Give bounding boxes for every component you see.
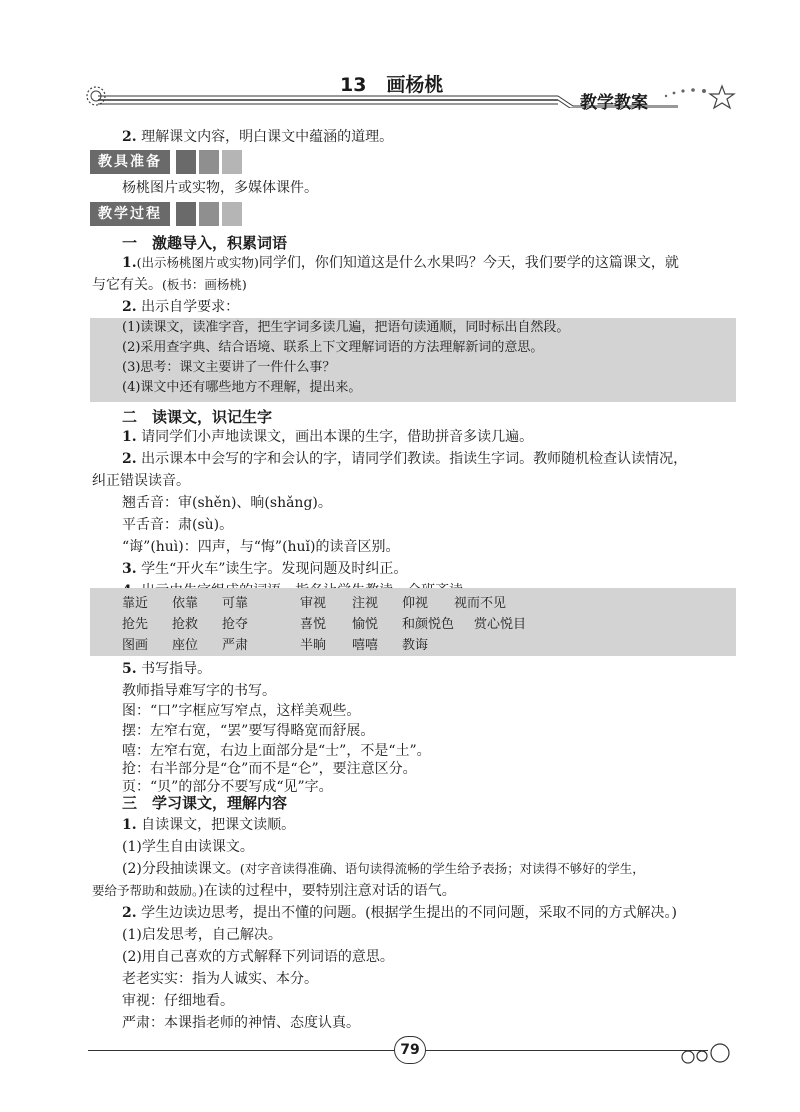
tag-block — [176, 202, 196, 226]
vocab-word: 喜悦 — [300, 617, 327, 632]
part3-heading: 三 学习课文，理解内容 — [122, 794, 288, 812]
tools-text: 杨桃图片或实物，多媒体课件。 — [122, 180, 318, 196]
vocab-word: 教诲 — [402, 638, 429, 653]
part2-line: 抢：右半部分是“仓”而不是“仑”，要注意区分。 — [122, 761, 417, 777]
vocab-word: 依靠 — [172, 596, 199, 611]
section-tag-label: 教学过程 — [90, 202, 170, 226]
vocab-word: 图画 — [122, 638, 149, 653]
self-study-box — [90, 318, 736, 402]
vocab-word: 半晌 — [300, 638, 327, 653]
part3-line: (2)分段抽读课文。(对字音读得准确、语句读得流畅的学生给予表扬；对读得不够好的学生， — [122, 861, 645, 877]
section-tag-label: 教具准备 — [90, 150, 170, 174]
vocab-word: 可靠 — [222, 596, 249, 611]
part2-line: 嘻：左窄右宽，右边上面部分是“士”，不是“土”。 — [122, 743, 431, 759]
vocab-word: 视而不见 — [454, 596, 507, 611]
part3-line: 要给予帮助和鼓励。)在读的过程中，要特别注意对话的语气。 — [92, 883, 456, 899]
part1-heading: 一 激趣导入，积累词语 — [122, 234, 288, 252]
lesson-name: 画杨桃 — [386, 74, 444, 96]
vocab-word: 严肃 — [222, 638, 249, 653]
vocab-word: 座位 — [172, 638, 199, 653]
box-item: (2)采用查字典、结合语境、联系上下文理解词语的方法理解新词的意思。 — [122, 340, 544, 355]
part2-heading: 二 读课文，识记生字 — [122, 408, 273, 426]
part2-line: 平舌音：肃(sù)。 — [122, 517, 234, 533]
vocab-word: 和颜悦色 — [402, 617, 455, 632]
part2-line: 1. 请同学们小声地读课文，画出本课的生字，借助拼音多读几遍。 — [122, 429, 534, 445]
part2-line: 2. 出示课本中会写的字和会认的字，请同学们教读。指读生字词。教师随机检查认读情况， — [122, 451, 688, 467]
header-label: 教学教案 — [580, 93, 648, 113]
vocab-word: 仰视 — [402, 596, 429, 611]
part3-line: 老老实实：指为人诚实、本分。 — [122, 971, 318, 987]
part2-line: 页：“贝”的部分不要写成“见”字。 — [122, 779, 333, 795]
vocab-box — [90, 588, 736, 656]
box-item: (4)课文中还有哪些地方不理解，提出来。 — [122, 380, 362, 395]
page-number: 79 — [394, 1036, 426, 1064]
part3-line: 2. 学生边读边思考，提出不懂的问题。(根据学生提出的不同问题，采取不同的方式解决。) — [122, 905, 677, 921]
part2-line: 教师指导难写字的书写。 — [122, 683, 276, 699]
section-tag-process — [90, 202, 242, 226]
star-icon — [660, 82, 740, 112]
part3-line: (1)学生自由读课文。 — [122, 839, 254, 855]
part2-line: 图：“口”字框应写窄点，这样美观些。 — [122, 703, 361, 719]
part1-line3: 2. 出示自学要求： — [122, 299, 240, 315]
lesson-number: 13 — [340, 74, 367, 96]
part3-line: (1)启发思考，自己解决。 — [122, 927, 282, 943]
tag-block — [222, 150, 242, 174]
part2-line: 5. 书写指导。 — [122, 661, 212, 677]
part2-line: 翘舌音：审(shěn)、晌(shǎng)。 — [122, 495, 332, 511]
vocab-word: 抢先 — [122, 617, 149, 632]
vocab-word: 抢救 — [172, 617, 199, 632]
tag-block — [222, 202, 242, 226]
vocab-word: 愉悦 — [352, 617, 379, 632]
lesson-title — [340, 70, 443, 97]
part3-line: 审视：仔细地看。 — [122, 993, 234, 1009]
vocab-word: 审视 — [300, 596, 327, 611]
part2-line: 摆：左窄右宽，“罢”要写得略宽而舒展。 — [122, 723, 375, 739]
bubbles-icon — [680, 1040, 736, 1066]
box-item: (1)读课文，读准字音，把生字词多读几遍，把语句读通顺，同时标出自然段。 — [122, 320, 570, 335]
part2-line: “诲”(huì)：四声，与“悔”(huǐ)的读音区别。 — [122, 539, 400, 555]
objective-line: 2. 理解课文内容，明白课文中蕴涵的道理。 — [122, 129, 394, 145]
vocab-word: 赏心悦目 — [474, 617, 527, 632]
part1-line1: 1.(出示杨桃图片或实物)同学们，你们知道这是什么水果吗？今天，我们要学的这篇课文，就 — [122, 255, 679, 271]
part2-line: 3. 学生“开火车”读生字。发现问题及时纠正。 — [122, 561, 408, 577]
vocab-word: 抢夺 — [222, 617, 249, 632]
part3-line: 1. 自读课文，把课文读顺。 — [122, 817, 296, 833]
section-tag-tools — [90, 150, 242, 174]
part3-line: (2)用自己喜欢的方式解释下列词语的意思。 — [122, 949, 394, 965]
part2-line: 纠正错误读音。 — [92, 473, 190, 489]
vocab-word: 注视 — [352, 596, 379, 611]
tag-block — [176, 150, 196, 174]
part1-line2: 与它有关。(板书：画杨桃) — [92, 277, 247, 293]
tag-block — [199, 150, 219, 174]
vocab-word: 嘻嘻 — [352, 638, 379, 653]
tag-block — [199, 202, 219, 226]
box-item: (3)思考：课文主要讲了一件什么事？ — [122, 360, 336, 375]
vocab-word: 靠近 — [122, 596, 149, 611]
part3-line: 严肃：本课指老师的神情、态度认真。 — [122, 1015, 360, 1031]
